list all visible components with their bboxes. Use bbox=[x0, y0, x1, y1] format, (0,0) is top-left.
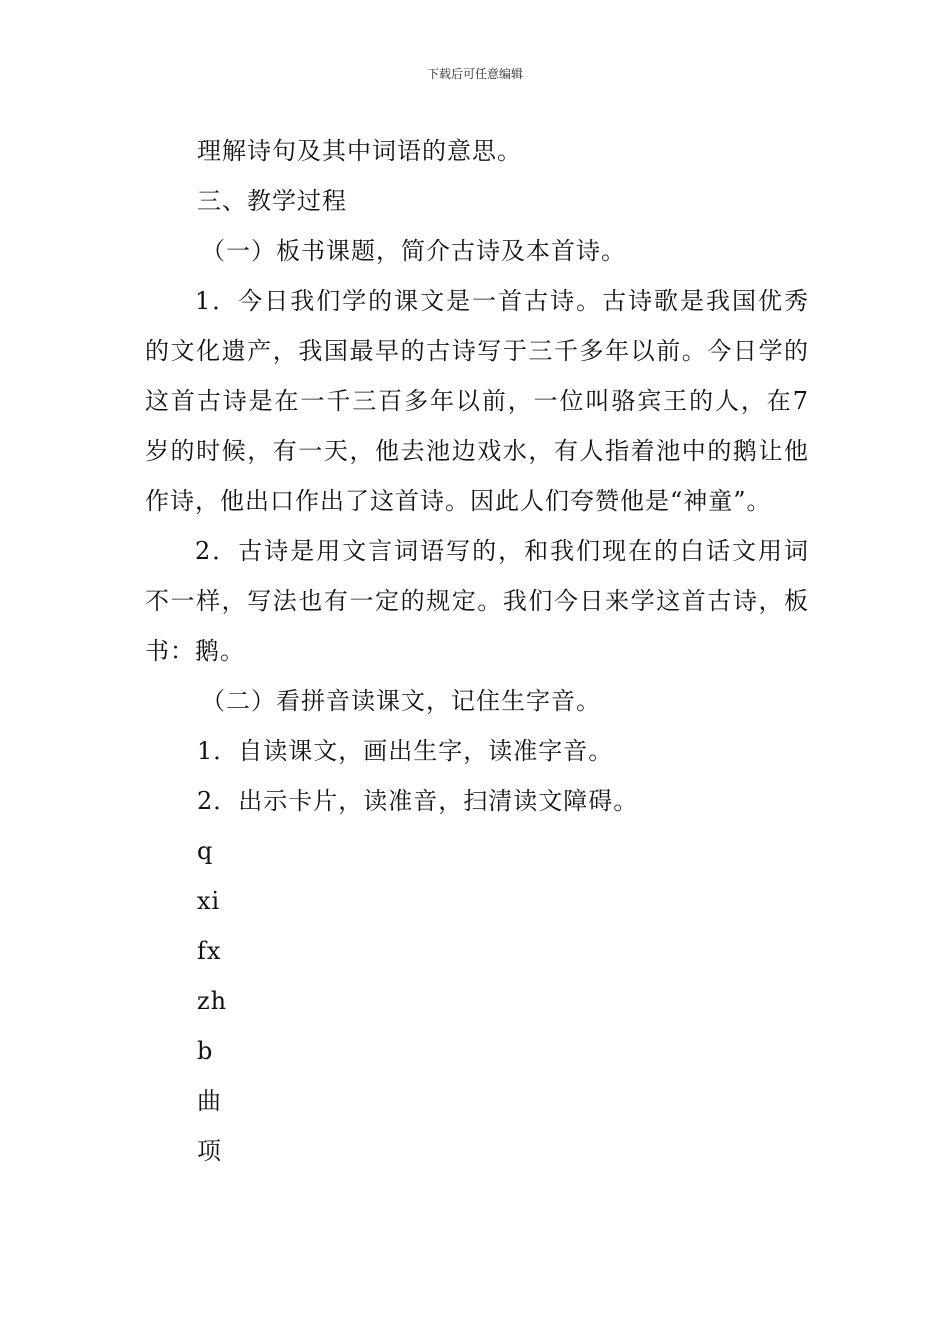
list-item: 项 bbox=[197, 1137, 222, 1165]
list-item: q bbox=[197, 837, 214, 865]
list-item: 曲 bbox=[197, 1087, 222, 1115]
paragraph-2: 2．古诗是用文言词语写的，和我们现在的白话文用词不一样，写法也有一定的规定。我们今日来学这首古诗，板书：鹅。 bbox=[145, 537, 809, 665]
section-heading: 三、教学过程 bbox=[197, 187, 347, 215]
paragraph-continuation: 理解诗句及其中词语的意思。 bbox=[197, 137, 522, 165]
subsection-heading-2: （二）看拼音读课文，记住生字音。 bbox=[201, 687, 601, 715]
step-2: 2．出示卡片，读准音，扫清读文障碍。 bbox=[197, 787, 639, 815]
page-header: 下载后可任意编辑 bbox=[426, 67, 523, 81]
document-body bbox=[145, 126, 809, 1176]
paragraph-1: 1．今日我们学的课文是一首古诗。古诗歌是我国优秀的文化遗产，我国最早的古诗写于三千多年以前。今日学的这首古诗是在一千三百多年以前，一位叫骆宾王的人，在7岁的时候，有一天，他去池边戏水，有人指着池中的鹅让他作诗，他出口作出了这首诗。因此人们夸赞他是“神童”。 bbox=[145, 287, 809, 515]
list-item: b bbox=[197, 1037, 214, 1065]
step-1: 1．自读课文，画出生字，读准字音。 bbox=[197, 737, 614, 765]
list-item: zh bbox=[197, 987, 228, 1015]
subsection-heading-1: （一）板书课题，简介古诗及本首诗。 bbox=[201, 237, 626, 265]
list-item: fx bbox=[197, 937, 222, 965]
list-item: xi bbox=[197, 887, 221, 915]
